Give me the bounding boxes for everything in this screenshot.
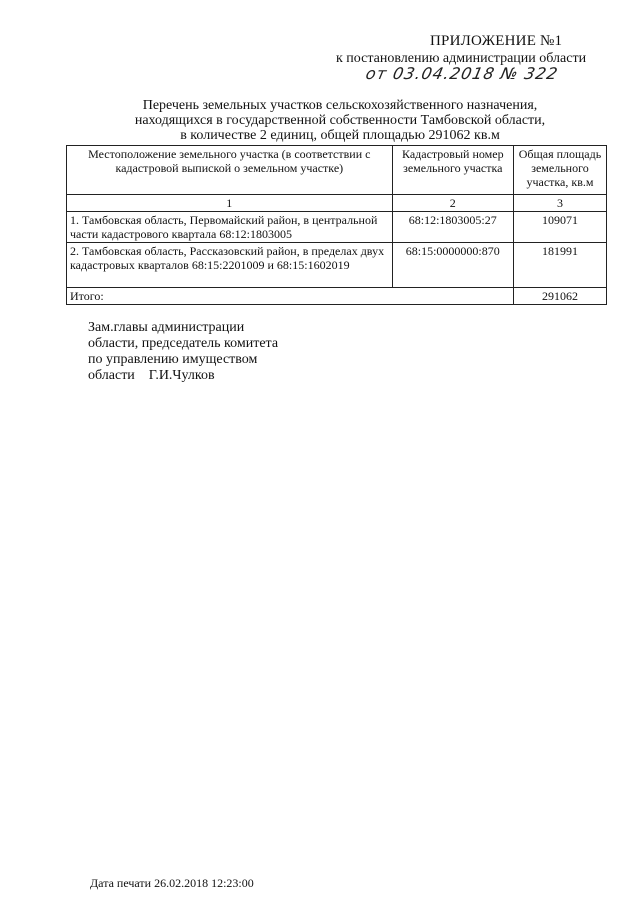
- total-label: Итого:: [67, 288, 514, 305]
- title-line-3: в количестве 2 единиц, общей площадью 291062 кв.м: [180, 128, 500, 143]
- document-title: [90, 98, 590, 143]
- cell-location: 1. Тамбовская область, Первомайский район, в центральной части кадастрового квартала 68:12:1803005: [67, 212, 393, 243]
- column-number-1: 1: [67, 195, 393, 212]
- cell-area: 109071: [513, 212, 606, 243]
- signature-line-4: области Г.И.Чулков: [88, 368, 215, 383]
- table-row: [67, 212, 607, 243]
- header-cadastral: Кадастровый номер земельного участка: [392, 146, 513, 195]
- header-area: Общая площадь земельного участка, кв.м: [513, 146, 606, 195]
- cell-cadastral: 68:15:0000000:870: [392, 243, 513, 288]
- cell-cadastral: 68:12:1803005:27: [392, 212, 513, 243]
- appendix-title: ПРИЛОЖЕНИЕ №1: [430, 33, 563, 49]
- handwritten-date-number: от 03.04.2018 № 322: [363, 64, 561, 83]
- signature-line-2: области, председатель комитета: [88, 336, 279, 351]
- signature-line-1: Зам.главы администрации: [88, 320, 245, 335]
- column-number-row: [67, 195, 607, 212]
- total-value: 291062: [513, 288, 606, 305]
- print-date: Дата печати 26.02.2018 12:23:00: [90, 876, 254, 890]
- signature-block: [88, 320, 278, 384]
- cell-location: 2. Тамбовская область, Рассказовский район, в пределах двух кадастровых кварталов 68:15:2201009 и 68:15:1602019: [67, 243, 393, 288]
- column-number-2: 2: [392, 195, 513, 212]
- table-row: [67, 243, 607, 288]
- land-plots-table: [66, 145, 607, 305]
- header-location: Местоположение земельного участка (в соответствии с кадастровой выпиской о земельном участке): [67, 146, 393, 195]
- table-header-row: [67, 146, 607, 195]
- cell-area: 181991: [513, 243, 606, 288]
- appendix-subtitle: к постановлению администрации области: [336, 51, 587, 66]
- signature-line-3: по управлению имуществом: [88, 352, 258, 367]
- title-line-2: находящихся в государственной собственности Тамбовской области,: [134, 113, 546, 128]
- column-number-3: 3: [513, 195, 606, 212]
- title-line-1: Перечень земельных участков сельскохозяйственного назначения,: [142, 98, 538, 113]
- total-row: [67, 288, 607, 305]
